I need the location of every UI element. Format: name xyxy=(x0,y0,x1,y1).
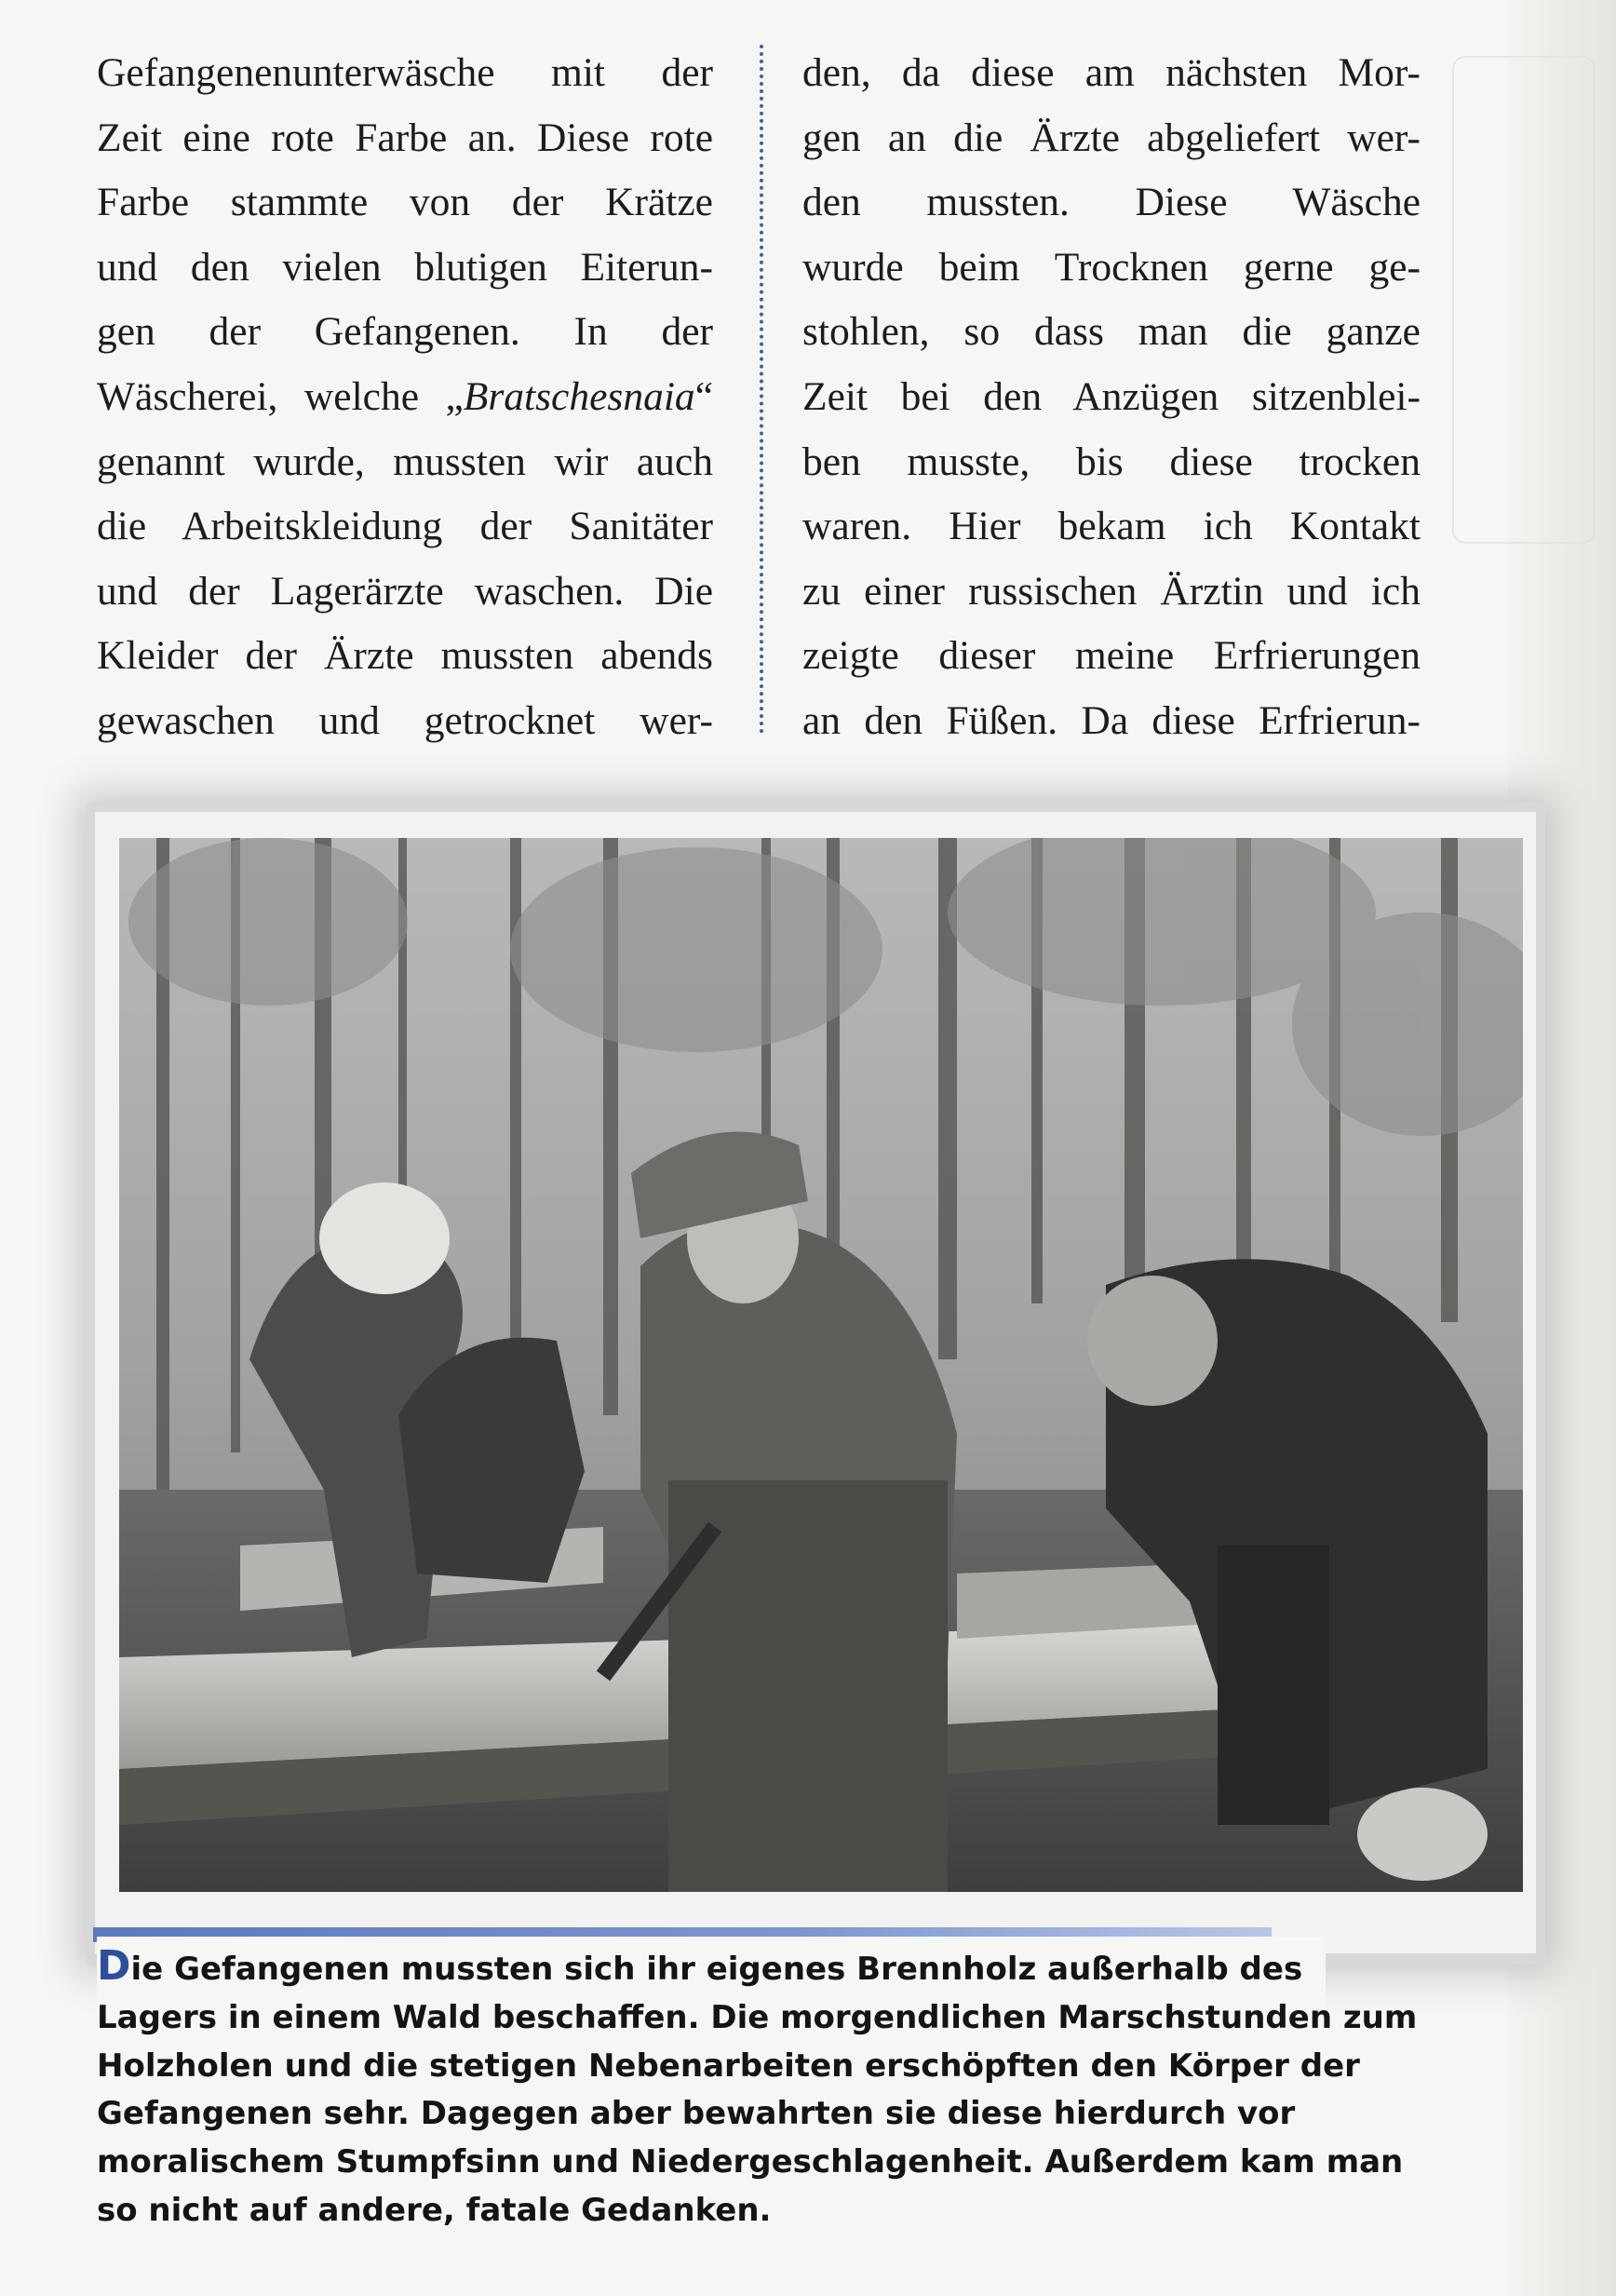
text-line: an den Füßen. Da diese Erfrierun- xyxy=(802,697,1421,743)
text-line: gen der Gefangenen. In der xyxy=(97,309,713,355)
text-line: und den vielen blutigen Eiterun- xyxy=(97,244,713,290)
italic-term: Bratschesnaia xyxy=(463,373,695,419)
column-divider xyxy=(760,45,763,734)
caption-line-text: ie Gefangenen mussten sich ihr eigenes Brennholz außerhalb des xyxy=(130,1951,1303,1988)
text-line: Gefangenenunterwäsche mit der xyxy=(97,50,713,95)
photo-caption xyxy=(97,1937,1418,2235)
text-line: ben musste, bis diese trocken xyxy=(802,439,1421,484)
text-line-with-italic: Wäscherei, welche „Bratschesnaia“ xyxy=(97,373,713,419)
text-line: den, da diese am nächsten Mor- xyxy=(802,50,1421,95)
text-line: gewaschen und getrocknet wer- xyxy=(97,697,713,743)
caption-line: Lagers in einem Wald beschaffen. Die morgendlichen Marschstunden zum xyxy=(97,1998,1418,2036)
text-line: Zeit eine rote Farbe an. Diese rote xyxy=(97,115,713,160)
drop-cap: D xyxy=(97,1942,131,1990)
right-text-column xyxy=(802,41,1421,754)
text-line: Kleider der Ärzte mussten abends xyxy=(97,633,713,679)
photo-illustration xyxy=(119,838,1523,1892)
text-line: waren. Hier bekam ich Kontakt xyxy=(802,504,1421,549)
caption-line: so nicht auf andere, fatale Gedanken. xyxy=(97,2191,772,2229)
caption-line: Gefangenen sehr. Dagegen aber bewahrten sie diese hierdurch vor xyxy=(97,2095,1296,2133)
text-line: wurde beim Trocknen gerne ge- xyxy=(802,244,1421,290)
text-line: gen an die Ärzte abgeliefert wer- xyxy=(802,115,1421,160)
text-line: Farbe stammte von der Krätze xyxy=(97,180,713,225)
text-line: genannt wurde, mussten wir auch xyxy=(97,439,713,484)
text-line: zu einer russischen Ärztin und ich xyxy=(802,568,1421,614)
text-line: und der Lagerärzte waschen. Die xyxy=(97,568,713,614)
text-line: die Arbeitskleidung der Sanitäter xyxy=(97,504,713,549)
text-line: stohlen, so dass man die ganze xyxy=(802,309,1421,355)
text-line: den mussten. Diese Wäsche xyxy=(802,180,1421,225)
caption-line: moralischem Stumpfsinn und Niedergeschlagenheit. Außerdem kam man xyxy=(97,2143,1404,2181)
left-text-column xyxy=(97,41,713,754)
caption-line: Holzholen und die stetigen Nebenarbeiten erschöpften den Körper der xyxy=(97,2046,1360,2085)
photo-forest-woodcutting xyxy=(119,838,1523,1892)
caption-line xyxy=(97,1942,1326,1994)
facing-page-box xyxy=(1452,56,1596,544)
text-line: zeigte dieser meine Erfrierungen xyxy=(802,633,1421,679)
text-line: Zeit bei den Anzügen sitzenblei- xyxy=(802,373,1421,419)
